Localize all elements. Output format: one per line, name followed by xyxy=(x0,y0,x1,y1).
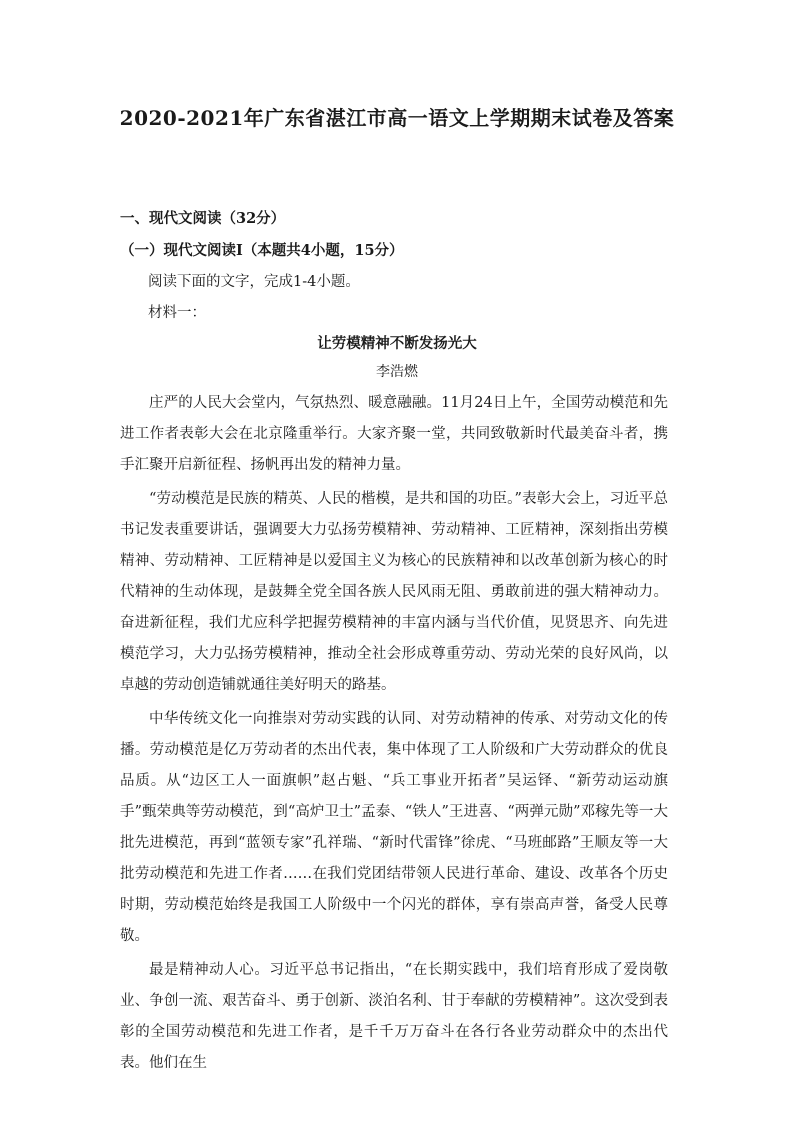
section-heading: 一、现代文阅读（32分） xyxy=(120,210,286,227)
article-paragraph: 中华传统文化一向推崇对劳动实践的认同、对劳动精神的传承、对劳动文化的传播。劳动模范是亿万劳动者的杰出代表，集中体现了工人阶级和广大劳动群众的优良品质。从“边区工人一面旗帜”赵占魁、“兵工事业开拓者”吴运铎、“新劳动运动旗手”甄荣典等劳动模范，到“高炉卫士”孟泰、“铁人”王进喜、“两弹元勋”邓稼先等一大批先进模范，再到“蓝领专家”孔祥瑞、“新时代雷锋”徐虎、“马班邮路”王顺友等一大批劳动模范和先进工作者……在我们党团结带领人民进行革命、建设、改革各个历史时期，劳动模范始终是我国工人阶级中一个闪光的群体，享有崇高声誉，备受人民尊敬。 xyxy=(120,711,668,944)
document-title: 2020-2021年广东省湛江市高一语文上学期期末试卷及答案 xyxy=(119,106,675,130)
subsection-heading: （一）现代文阅读Ⅰ（本题共4小题，15分） xyxy=(120,242,404,259)
article-paragraph: 庄严的人民大会堂内，气氛热烈、暖意融融。11月24日上午，全国劳动模范和先进工作者表彰大会在北京隆重举行。大家齐聚一堂，共同致敬新时代最美奋斗者，携手汇聚开启新征程、扬帆再出发的精神力量。 xyxy=(120,395,668,473)
article-author: 李浩燃 xyxy=(376,364,418,380)
reading-instruction: 阅读下面的文字，完成1-4小题。 xyxy=(148,274,360,290)
material-label: 材料一： xyxy=(148,305,206,321)
article-paragraph: 最是精神动人心。习近平总书记指出，“在长期实践中，我们培育形成了爱岗敬业、争创一流、艰苦奋斗、勇于创新、淡泊名利、甘于奉献的劳模精神”。这次受到表彰的全国劳动模范和先进工作者，是千千万万奋斗在各行各业劳动群众中的杰出代表。他们在生 xyxy=(120,962,668,1071)
article-paragraph: “劳动模范是民族的精英、人民的楷模，是共和国的功臣。”表彰大会上，习近平总书记发表重要讲话，强调要大力弘扬劳模精神、劳动精神、工匠精神，深刻指出劳模精神、劳动精神、工匠精神是以爱国主义为核心的民族精神和以改革创新为核心的时代精神的生动体现，是鼓舞全党全国各族人民风雨无阻、勇敢前进的强大精神动力。奋进新征程，我们尤应科学把握劳模精神的丰富内涵与当代价值，见贤思齐、向先进模范学习，大力弘扬劳模精神，推动全社会形成尊重劳动、劳动光荣的良好风尚，以卓越的劳动创造铺就通往美好明天的路基。 xyxy=(120,491,668,693)
article-body xyxy=(120,388,668,1082)
article-title: 让劳模精神不断发扬光大 xyxy=(317,335,477,352)
